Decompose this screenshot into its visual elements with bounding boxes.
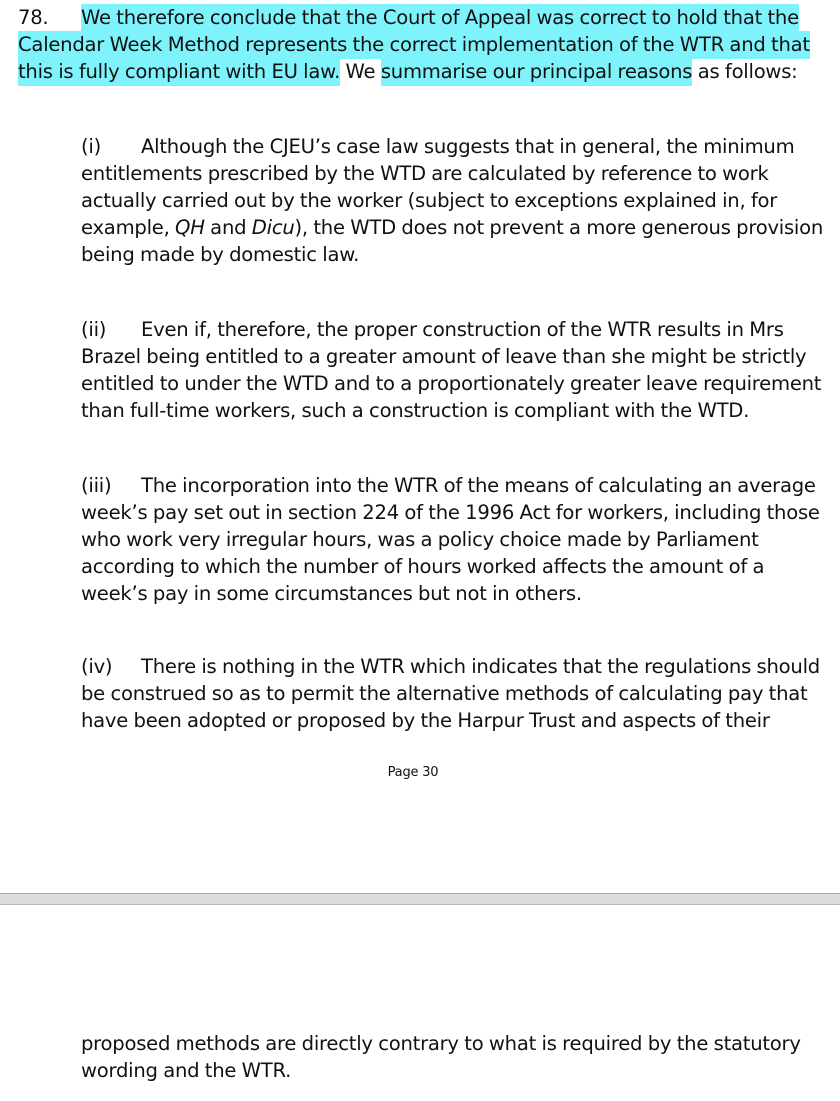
continuation-text: proposed methods are directly contrary to what is required by the statutory wording and the WTR. [81,1032,801,1082]
paragraph-text: We [340,60,381,83]
subparagraph-text: The incorporation into the WTR of the means of calculating an average week’s pay set out in section 224 of the 1996 Act for workers, including those who work very irregular hours, was a policy choice made by Parliament according to which the number of hours worked affects the amount of a week’s pay in some circumstances but not in others. [81,474,820,605]
subparagraph-label: (iii) [81,474,112,497]
case-name: QH [175,216,205,239]
page-separator [0,893,840,905]
subparagraph-text: Although the CJEU’s case law suggests that in general, the minimum entitlements prescribed by the WTD are calculated by reference to work actually carried out by the worker (subject to exceptions explained in, for example, [81,135,795,239]
subparagraph-i [81,133,826,268]
subparagraph-text: ), the WTD does not prevent a more generous provision being made by domestic law. [81,216,824,266]
subparagraph-label: (ii) [81,318,107,341]
subparagraph-label: (iv) [81,655,113,678]
paragraph-number: 78. [18,6,49,29]
subparagraph-text: and [204,216,252,239]
subparagraph-text: Even if, therefore, the proper construction of the WTR results in Mrs Brazel being entitled to a greater amount of leave than she might be strictly entitled to under the WTD and to a proportionately greater leave requirement than full-time workers, such a construction is compliant with the WTD. [81,318,822,422]
subparagraph-text: There is nothing in the WTR which indicates that the regulations should be construed so as to permit the alternative methods of calculating pay that have been adopted or proposed by the Harpur Trust and aspects of their [81,655,820,732]
highlighted-conclusion[interactable]: We therefore conclude that the Court of Appeal was correct to hold that the Calendar Week Method represents the correct implementation of the WTR and that this is fully compliant with EU law. [18,4,810,86]
subparagraph-ii [81,316,826,424]
subparagraph-iii [81,472,826,607]
subparagraph-iv [81,653,826,734]
page-number-footer: Page 30 [387,765,439,780]
highlighted-reasons[interactable]: summarise our principal reasons [381,58,692,86]
paragraph-78 [18,4,833,85]
paragraph-text: as follows: [692,60,798,83]
document-page-31 [0,905,840,1101]
case-name: Dicu [251,216,295,239]
subparagraph-label: (i) [81,135,101,158]
